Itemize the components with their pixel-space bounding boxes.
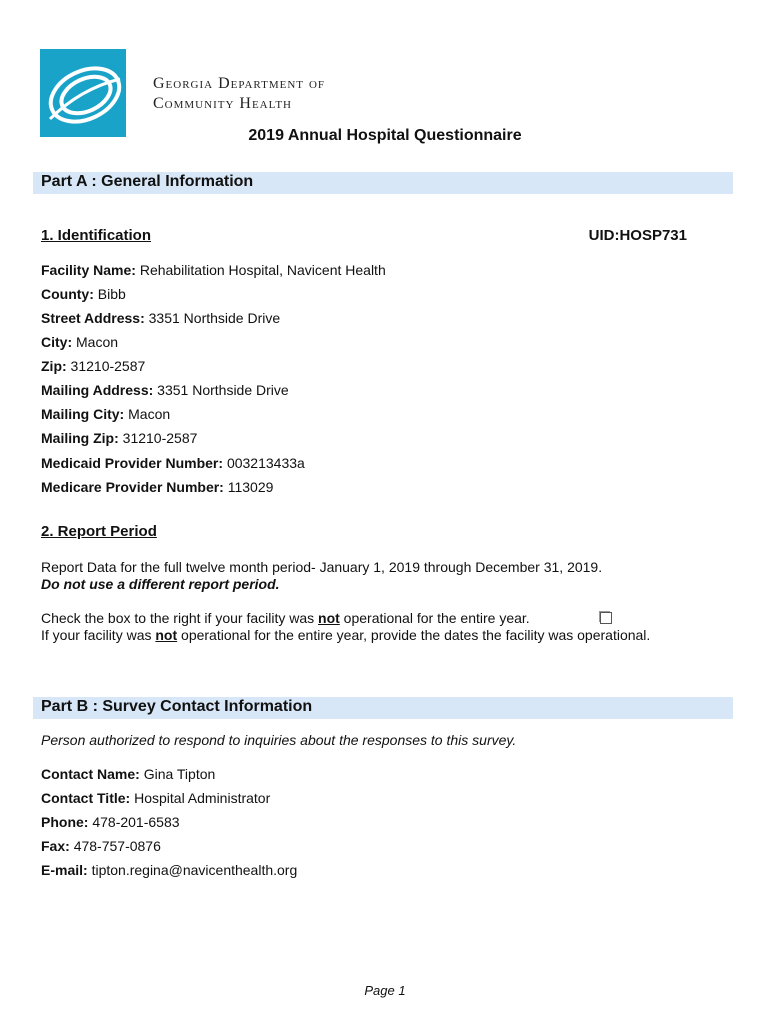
field-mailing-zip: Mailing Zip: 31210-2587 <box>41 430 198 446</box>
identification-heading: 1. Identification <box>41 227 152 244</box>
part-a-band <box>33 172 733 194</box>
field-facility-name: Facility Name: Rehabilitation Hospital, Navicent Health <box>41 262 386 278</box>
field-city: City: Macon <box>41 334 119 350</box>
org-line-1: Georgia Department of <box>153 75 326 92</box>
part-a-heading: Part A : General Information <box>41 173 254 190</box>
part-b-heading: Part B : Survey Contact Information <box>41 698 313 715</box>
field-contact-title: Contact Title: Hospital Administrator <box>41 790 271 806</box>
report-period-warning: Do not use a different report period. <box>41 576 280 592</box>
operational-dates-text: If your facility was not operational for the entire year, provide the dates the facility was operational. <box>41 627 651 643</box>
report-period-line: Report Data for the full twelve month period- January 1, 2019 through December 31, 2019. <box>41 559 603 575</box>
dch-logo <box>40 49 126 137</box>
not-operational-checkbox[interactable] <box>600 612 612 624</box>
field-county: County: Bibb <box>41 286 126 302</box>
field-zip: Zip: 31210-2587 <box>41 358 146 374</box>
field-medicaid-provider: Medicaid Provider Number: 003213433a <box>41 455 305 471</box>
field-phone: Phone: 478-201-6583 <box>41 814 180 830</box>
field-contact-name: Contact Name: Gina Tipton <box>41 766 216 782</box>
not-operational-check-text: Check the box to the right if your facility was not operational for the entire year. <box>41 610 530 626</box>
field-fax: Fax: 478-757-0876 <box>41 838 161 854</box>
contact-intro: Person authorized to respond to inquiries about the responses to this survey. <box>41 732 517 748</box>
part-b-band <box>33 697 733 719</box>
org-line-2: Community Health <box>153 95 292 112</box>
field-mailing-address: Mailing Address: 3351 Northside Drive <box>41 382 289 398</box>
field-mailing-city: Mailing City: Macon <box>41 406 171 422</box>
report-period-heading: 2. Report Period <box>41 523 157 540</box>
document-title: 2019 Annual Hospital Questionnaire <box>248 127 522 144</box>
uid-label: UID:HOSP731 <box>588 227 687 244</box>
org-name <box>153 74 325 114</box>
field-email: E-mail: tipton.regina@navicenthealth.org <box>41 862 298 878</box>
page-number: Page 1 <box>364 983 406 998</box>
field-medicare-provider: Medicare Provider Number: 113029 <box>41 479 274 495</box>
field-street-address: Street Address: 3351 Northside Drive <box>41 310 281 326</box>
